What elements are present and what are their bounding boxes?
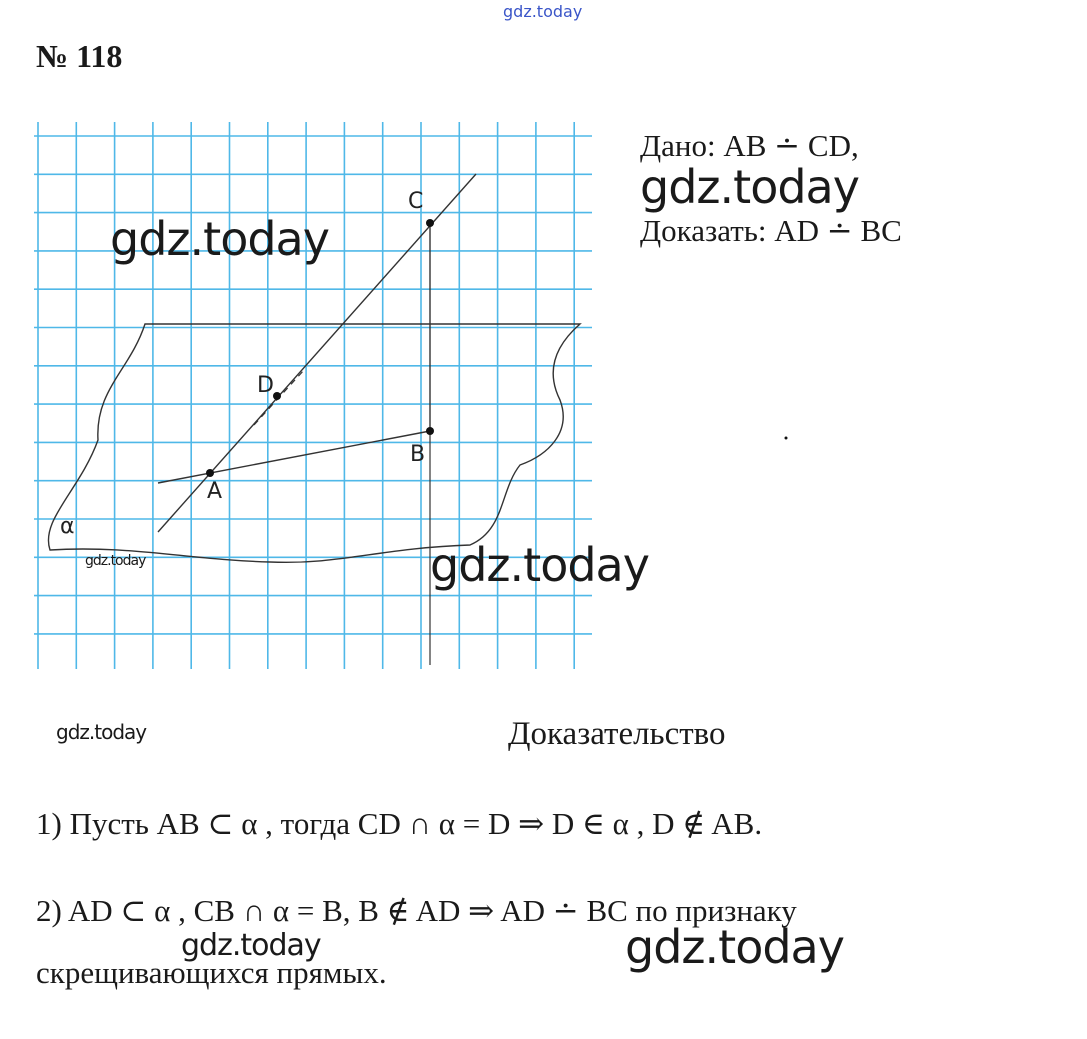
point-d [273,392,281,400]
label-c: C [408,189,424,214]
watermark-mid: gdz.today [430,538,649,592]
proof-step-2: 2) AD ⊂ α , CB ∩ α = B, B ∉ AD ⇒ AD ∸ BC по признаку [36,893,797,928]
watermark-small-plane: gdz.today [85,553,146,569]
point-b [426,427,434,435]
point-c [426,219,434,227]
watermark-small-left: gdz.today [56,720,147,744]
point-a [206,469,214,477]
watermark-grid: gdz.today [110,212,329,266]
top-watermark: gdz.today [503,2,583,21]
prove-statement: Доказать: AD ∸ BC [640,213,902,248]
label-alpha: α [60,514,75,539]
proof-step-2-continued: скрещивающихся прямых. [36,955,387,990]
watermark-bottom: gdz.today [625,920,844,974]
label-b: B [410,442,426,467]
label-d: D [257,373,274,398]
problem-number: № 118 [36,38,123,74]
watermark-small-bottom: gdz.today [181,928,321,963]
watermark-right: gdz.today [640,160,859,214]
proof-title: Доказательство [508,716,726,752]
stray-dot [785,437,788,440]
proof-step-1: 1) Пусть AB ⊂ α , тогда CD ∩ α = D ⇒ D ∈ α , D ∉ AB. [36,806,763,841]
given-statement: Дано: AB ∸ CD, [640,128,859,163]
label-a: A [207,479,223,504]
line-ab [158,431,430,483]
